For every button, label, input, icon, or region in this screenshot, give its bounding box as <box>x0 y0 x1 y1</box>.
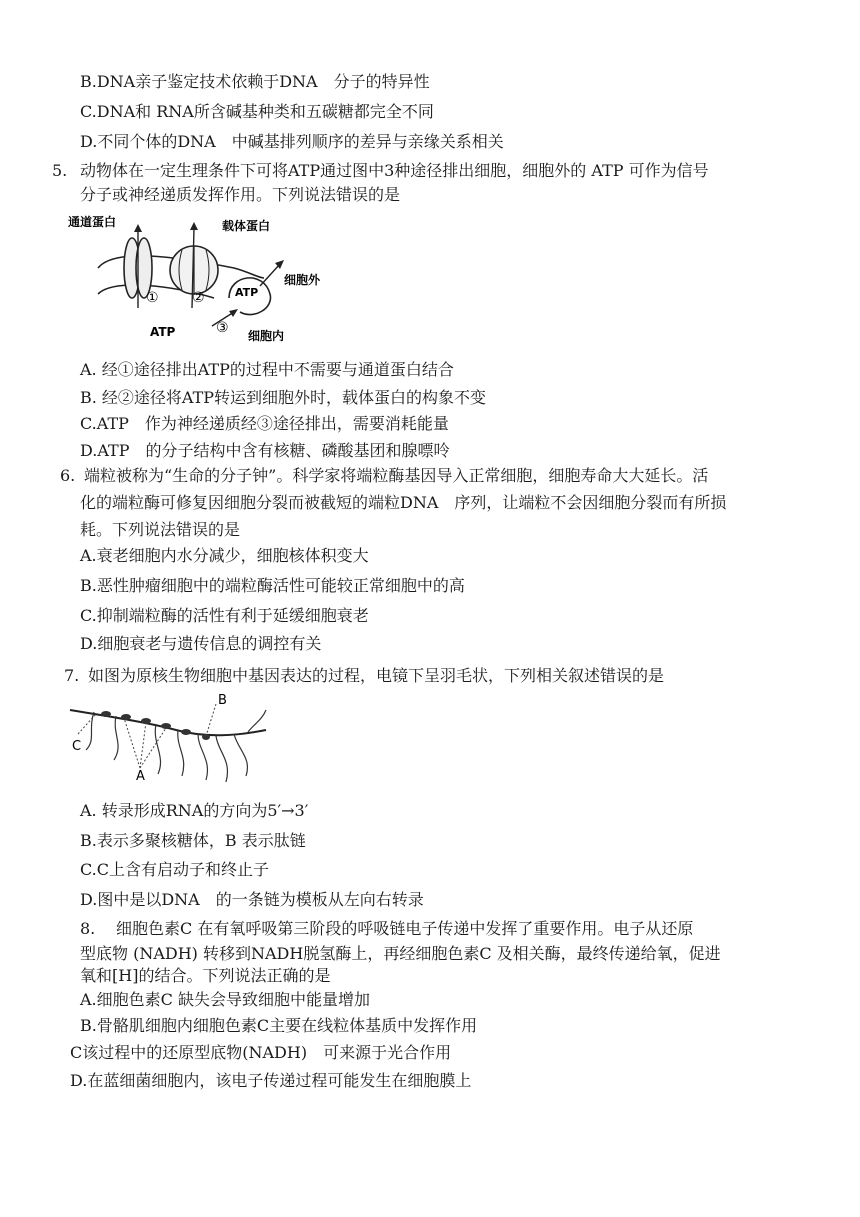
figure-label-a: A <box>136 769 145 784</box>
label-path-2: ② <box>192 290 205 306</box>
atp-transport-figure <box>64 208 344 348</box>
path3-arrow-head <box>229 309 238 317</box>
q4-option-d: D.不同个体的DNA 中碱基排列顺序的差异与亲缘关系相关 <box>80 132 504 151</box>
figure-label-b: B <box>218 693 227 708</box>
q8-number: 8. <box>80 919 96 938</box>
carrier-arrow-head <box>190 222 198 230</box>
q6-option-d: D.细胞衰老与遗传信息的调控有关 <box>80 634 322 653</box>
vesicle-release-arrow <box>260 264 280 286</box>
q6-stem-line3: 耗。下列说法错误的是 <box>80 520 241 539</box>
ribosome-bead <box>121 714 131 720</box>
mrna-strand <box>178 730 184 776</box>
mrna-strands <box>86 710 266 782</box>
q6-stem-line2: 化的端粒酶可修复因细胞分裂而被截短的端粒DNA 序列，让端粒不会因细胞分裂而有所损 <box>80 493 727 512</box>
mrna-strand <box>155 724 160 774</box>
mrna-strand <box>248 710 266 732</box>
mrna-strand <box>234 734 247 776</box>
q8-stem-line3: 氧和[H]的结合。下列说法正确的是 <box>80 966 331 985</box>
q5-option-c: C.ATP 作为神经递质经③途径排出，需要消耗能量 <box>80 414 449 433</box>
q6-option-b: B.恶性肿瘤细胞中的端粒酶活性可能较正常细胞中的高 <box>80 576 465 595</box>
q6-option-c: C.抑制端粒酶的活性有利于延缓细胞衰老 <box>80 606 369 625</box>
pointer-line <box>124 718 140 768</box>
q5-option-a: A. 经①途径排出ATP的过程中不需要与通道蛋白结合 <box>80 360 454 379</box>
mrna-strand <box>216 736 227 782</box>
q8-option-d: D.在蓝细菌细胞内，该电子传递过程可能发生在细胞膜上 <box>70 1071 472 1090</box>
q8-stem-line2: 型底物 (NADH) 转移到NADH脱氢酶上，再经细胞色素C 及相关酶，最终传递给氧，促进 <box>80 944 721 963</box>
q7-number: 7. <box>64 666 80 685</box>
q4-option-c: C.DNA和 RNA所含碱基种类和五碳糖都完全不同 <box>80 102 434 121</box>
dna-strand <box>70 710 266 735</box>
q6-stem-line1: 端粒被称为“生命的分子钟”。科学家将端粒酶基因导入正常细胞，细胞寿命大大延长。活 <box>84 466 709 485</box>
q5-option-d: D.ATP 的分子结构中含有核糖、磷酸基团和腺嘌呤 <box>80 441 450 460</box>
label-carrier-protein: 载体蛋白 <box>222 219 271 233</box>
q6-number: 6. <box>60 466 76 485</box>
q5-stem-line1: 动物体在一定生理条件下可将ATP通过图中3种途径排出细胞，细胞外的 ATP 可作为信号 <box>80 161 709 180</box>
q8-stem-line1: 细胞色素C 在有氧呼吸第三阶段的呼吸链电子传递中发挥了重要作用。电子从还原 <box>116 919 694 938</box>
channel-arrow-head <box>134 224 142 232</box>
ribosome-bead <box>101 711 111 717</box>
label-atp-vesicle: ATP <box>235 286 259 299</box>
q5-number: 5. <box>52 161 68 180</box>
q5-option-b: B. 经②途径将ATP转运到细胞外时，载体蛋白的构象不变 <box>80 388 487 407</box>
pointer-line <box>206 704 216 736</box>
q6-option-a: A.衰老细胞内水分减少，细胞核体积变大 <box>80 546 369 565</box>
ribosome-bead <box>161 723 171 729</box>
label-cell-inside: 细胞内 <box>248 329 285 343</box>
q7-option-c: C.C上含有启动子和终止子 <box>80 860 270 879</box>
pointer-line <box>78 714 96 734</box>
label-pointer-lines <box>78 704 216 768</box>
q5-stem-line2: 分子或神经递质发挥作用。下列说法错误的是 <box>80 185 401 204</box>
label-path-1: ① <box>146 290 159 306</box>
ribosome-bead <box>181 729 191 735</box>
pointer-line <box>140 728 166 768</box>
figure-label-c: C <box>72 739 82 754</box>
pointer-line <box>140 722 146 768</box>
q7-stem: 如图为原核生物细胞中基因表达的过程，电镜下呈羽毛状，下列相关叙述错误的是 <box>88 666 665 685</box>
q7-option-a: A. 转录形成RNA的方向为5′→3′ <box>80 801 309 820</box>
mrna-strand <box>86 712 94 750</box>
label-atp-bottom: ATP <box>150 325 176 339</box>
q7-option-b: B.表示多聚核糖体，B 表示肽链 <box>80 831 306 850</box>
label-path-3: ③ <box>216 320 229 336</box>
q8-option-c: C该过程中的还原型底物(NADH) 可来源于光合作用 <box>70 1043 452 1062</box>
label-channel-protein: 通道蛋白 <box>68 215 117 229</box>
polyribosome-figure <box>66 690 272 786</box>
q7-option-d: D.图中是以DNA 的一条链为模板从左向右转录 <box>80 890 424 909</box>
q8-option-a: A.细胞色素C 缺失会导致细胞中能量增加 <box>80 990 370 1009</box>
mrna-strand <box>114 716 118 760</box>
label-cell-outside: 细胞外 <box>284 273 321 287</box>
q4-option-b: B.DNA亲子鉴定技术依赖于DNA 分子的特异性 <box>80 72 430 91</box>
q8-option-b: B.骨骼肌细胞内细胞色素C主要在线粒体基质中发挥作用 <box>80 1016 478 1035</box>
mrna-strand <box>198 734 207 780</box>
